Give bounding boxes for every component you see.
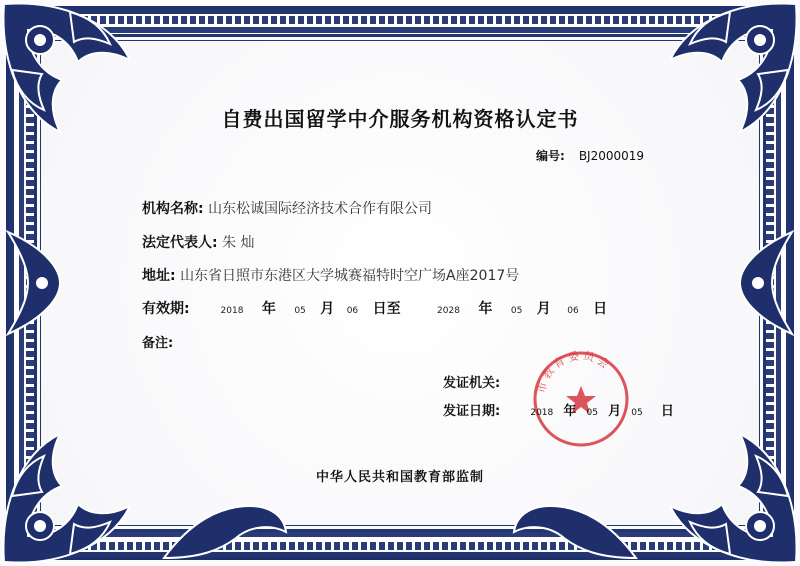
validity-row (142, 298, 611, 318)
certificate-title: 自费出国留学中介服务机构资格认定书 (221, 107, 579, 131)
validity-start-year: 2018 (220, 306, 244, 316)
address-label: 地址: (142, 268, 176, 284)
legal-rep-value: 朱 灿 (222, 235, 255, 251)
org-name-label: 机构名称: (142, 201, 204, 217)
org-name-value: 山东松诚国际经济技术合作有限公司 (208, 201, 433, 217)
legal-rep-row (142, 232, 255, 252)
serial-label: 编号: (536, 149, 565, 163)
corner-ornament-icon (0, 426, 140, 566)
svg-text:市教育委员会 (535, 349, 614, 394)
issue-date-label: 发证日期: (443, 404, 501, 419)
remarks-label: 备注: (142, 336, 174, 351)
remarks-row (142, 332, 173, 351)
issue-year: 2018 (530, 408, 554, 418)
legal-rep-label: 法定代表人: (142, 235, 218, 251)
validity-end-year: 2028 (437, 306, 460, 316)
issue-day: 05 (631, 408, 643, 418)
official-seal-icon (530, 348, 632, 450)
issuer-label: 发证机关: (443, 376, 501, 391)
bottom-ornament-icon (160, 502, 290, 562)
day-unit: 日 (593, 301, 608, 317)
year-unit: 年 (478, 301, 493, 317)
year-unit: 年 (563, 404, 577, 419)
org-name-row (142, 198, 432, 218)
side-ornament-icon (4, 228, 64, 338)
address-value: 山东省日照市东港区大学城赛福特时空广场A座2017号 (180, 268, 520, 284)
serial-number (536, 147, 644, 164)
month-unit: 月 (320, 301, 335, 317)
serial-value: BJ2000019 (578, 149, 645, 163)
month-unit: 月 (536, 301, 551, 317)
issuer-row (443, 372, 500, 391)
address-row (142, 265, 519, 285)
to-label: 日至 (372, 301, 401, 317)
seal-text: 市教育委员会 (534, 349, 614, 395)
year-unit: 年 (261, 301, 276, 317)
day-unit: 日 (660, 404, 674, 419)
validity-start-day: 06 (346, 306, 359, 316)
issue-date-row (443, 400, 680, 419)
validity-start-month: 05 (294, 306, 306, 316)
issue-month: 05 (586, 408, 598, 418)
validity-end-day: 06 (567, 306, 579, 316)
validity-label: 有效期: (142, 301, 190, 317)
footer-supervisor: 中华人民共和国教育部监制 (315, 470, 484, 485)
bottom-ornament-icon (510, 502, 640, 562)
validity-end-month: 05 (510, 306, 523, 316)
side-ornament-icon (736, 228, 796, 338)
corner-ornament-icon (660, 426, 800, 566)
month-unit: 月 (608, 404, 622, 419)
